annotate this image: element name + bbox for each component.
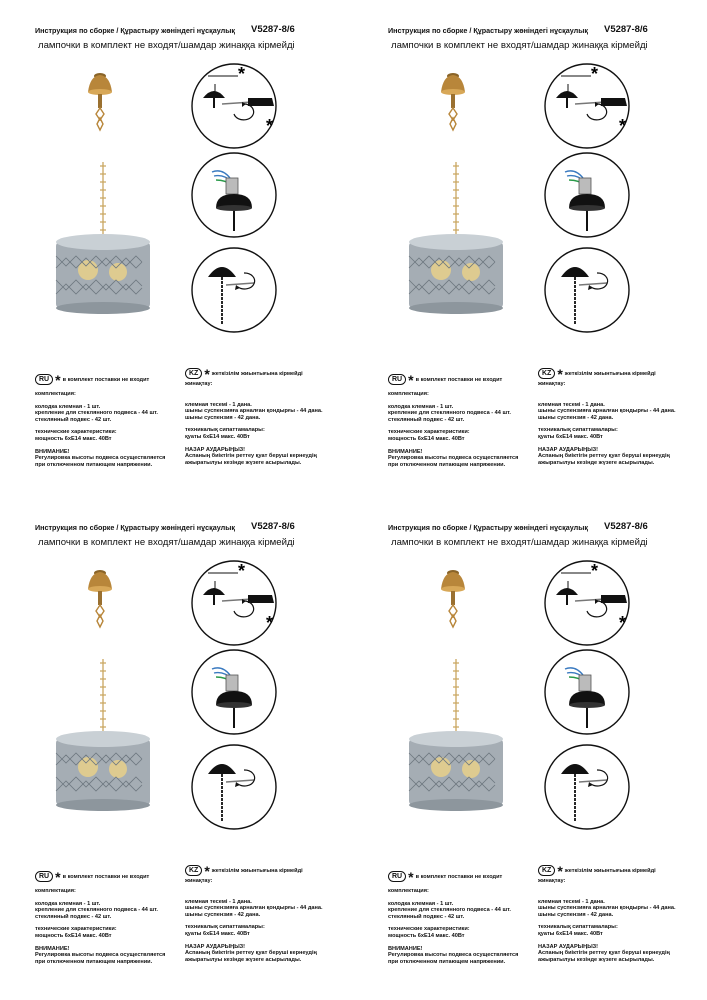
asterisk-icon: * [408, 868, 414, 885]
chandelier-image [401, 657, 511, 812]
kz-section [538, 365, 703, 466]
step-1-diagram [543, 559, 631, 647]
ru-contents-item: стеклянный подвес - 42 шт. [388, 913, 465, 920]
kz-tech-title: техникалық сипаттамалары: [538, 427, 618, 434]
bulbs-note: лампочки в комплект не входят/шамдар жинаққа кірмейді [391, 40, 648, 51]
kz-warning-line: Аспаның биіктігін реттеу қуат беруші кернеудің [185, 453, 317, 460]
kz-tech-title: техникалық сипаттамалары: [185, 427, 265, 434]
kz-warning-line: Аспаның биіктігін реттеу қуат беруші кернеудің [538, 950, 670, 957]
step-3-diagram [190, 742, 278, 832]
svg-text:*: * [619, 116, 627, 136]
ru-contents-item: стеклянный подвес - 42 шт. [35, 416, 112, 423]
ru-contents-item: крепление для стеклянного подвеса - 44 шт. [35, 907, 158, 914]
kz-tech-title: техникалық сипаттамалары: [185, 924, 265, 931]
kz-contents-item: шыны суспензия - 42 дана. [185, 414, 261, 421]
chandelier-image [48, 657, 158, 812]
chandelier-image [401, 160, 511, 315]
kz-contents-item: шыны суспензияға арналған қондырғы - 44 дана. [185, 408, 323, 415]
kz-contents-item: клемная тесемі - 1 дана. [185, 898, 252, 905]
ru-warning-line: Регулировка высоты подвеса осуществляется [388, 952, 519, 959]
step-1-diagram [190, 62, 278, 150]
kz-language-badge: KZ [185, 865, 202, 876]
instruction-sheet [353, 0, 706, 500]
kz-warning-line: ажыратылуы кезінде жүзеге асырылады. [185, 956, 302, 963]
ru-contents-title: комплектация: [388, 391, 429, 397]
ru-warning-line: Регулировка высоты подвеса осуществляется [35, 952, 166, 959]
step-1-diagram [190, 559, 278, 647]
ru-star-note: в комплект поставки не входит [62, 873, 150, 880]
kz-warning-title: НАЗАР АУДАРЫҢЫЗ! [538, 446, 599, 453]
model-number: V5287-8/6 [604, 24, 648, 35]
ru-tech-value: мощность 6хЕ14 макс. 40Вт [35, 435, 112, 442]
kz-contents-item: клемная тесемі - 1 дана. [185, 401, 252, 408]
ru-contents-item: крепление для стеклянного подвеса - 44 шт. [388, 907, 511, 914]
svg-text:*: * [266, 116, 274, 136]
svg-text:*: * [238, 64, 246, 84]
ceiling-canopy-image [435, 567, 471, 629]
ru-star-note: в комплект поставки не входит [415, 376, 503, 383]
ru-tech-value: мощность 6хЕ14 макс. 40Вт [388, 932, 465, 939]
ru-tech-title: технические характеристики: [388, 926, 470, 933]
instruction-title: Инструкция по сборке / Құрастыру жөніндегі нұсқаулық [35, 523, 235, 532]
ceiling-canopy-image [82, 70, 118, 132]
ru-language-badge: RU [35, 871, 53, 882]
ceiling-canopy-image [435, 70, 471, 132]
ru-contents-item: крепление для стеклянного подвеса - 44 шт. [388, 410, 511, 417]
ru-warning-title: ВНИМАНИЕ! [388, 945, 423, 952]
asterisk-icon: * [557, 365, 563, 382]
instruction-title: Инструкция по сборке / Құрастыру жөніндегі нұсқаулық [388, 26, 588, 35]
kz-star-note: жеткізілім жиынтығына кірмейді [211, 370, 303, 377]
ru-contents-item: колодка клемная - 1 шт. [35, 900, 101, 907]
svg-text:*: * [591, 64, 599, 84]
ru-contents-title: комплектация: [35, 888, 76, 894]
kz-contents-item: шыны суспензияға арналған қондырғы - 44 дана. [538, 408, 676, 415]
instruction-title: Инструкция по сборке / Құрастыру жөніндегі нұсқаулық [388, 523, 588, 532]
kz-language-badge: KZ [538, 368, 555, 379]
instruction-sheet [353, 497, 706, 997]
ru-warning-line: Регулировка высоты подвеса осуществляется [388, 455, 519, 462]
kz-warning-line: ажыратылуы кезінде жүзеге асырылады. [185, 459, 302, 466]
kz-language-badge: KZ [185, 368, 202, 379]
chandelier-image [48, 160, 158, 315]
kz-contents-item: шыны суспензия - 42 дана. [538, 414, 614, 421]
model-number: V5287-8/6 [604, 521, 648, 532]
step-2-diagram [190, 150, 278, 240]
kz-star-note: жеткізілім жиынтығына кірмейді [564, 867, 656, 874]
kz-tech-title: техникалық сипаттамалары: [538, 924, 618, 931]
ru-tech-title: технические характеристики: [35, 429, 117, 436]
kz-contents-item: клемная тесемі - 1 дана. [538, 898, 605, 905]
step-3-diagram [190, 245, 278, 335]
ru-language-badge: RU [388, 374, 406, 385]
instruction-sheet [0, 0, 353, 500]
kz-warning-line: ажыратылуы кезінде жүзеге асырылады. [538, 956, 655, 963]
asterisk-icon: * [55, 868, 61, 885]
instruction-title: Инструкция по сборке / Құрастыру жөніндегі нұсқаулық [35, 26, 235, 35]
kz-tech-value: қуаты 6хЕ14 макс. 40Вт [185, 433, 250, 440]
ru-contents-item: колодка клемная - 1 шт. [388, 900, 454, 907]
ru-language-badge: RU [388, 871, 406, 882]
kz-warning-line: Аспаның биіктігін реттеу қуат беруші кернеудің [185, 950, 317, 957]
asterisk-icon: * [55, 371, 61, 388]
ru-language-badge: RU [35, 374, 53, 385]
ru-contents-item: крепление для стеклянного подвеса - 44 шт. [35, 410, 158, 417]
instruction-sheet [0, 497, 353, 997]
ru-warning-line: Регулировка высоты подвеса осуществляется [35, 455, 166, 462]
ru-contents-title: комплектация: [388, 888, 429, 894]
asterisk-icon: * [408, 371, 414, 388]
ru-star-note: в комплект поставки не входит [415, 873, 503, 880]
kz-contents-title: жинақтау: [185, 381, 213, 387]
step-2-diagram [543, 647, 631, 737]
svg-text:*: * [238, 561, 246, 581]
svg-text:*: * [591, 561, 599, 581]
kz-contents-item: шыны суспензияға арналған қондырғы - 44 дана. [538, 905, 676, 912]
model-number: V5287-8/6 [251, 521, 295, 532]
asterisk-icon: * [204, 365, 210, 382]
step-3-diagram [543, 245, 631, 335]
ru-tech-title: технические характеристики: [388, 429, 470, 436]
kz-contents-item: клемная тесемі - 1 дана. [538, 401, 605, 408]
ru-contents-item: стеклянный подвес - 42 шт. [35, 913, 112, 920]
step-1-diagram [543, 62, 631, 150]
ceiling-canopy-image [82, 567, 118, 629]
kz-warning-title: НАЗАР АУДАРЫҢЫЗ! [538, 943, 599, 950]
ru-contents-item: колодка клемная - 1 шт. [35, 403, 101, 410]
kz-star-note: жеткізілім жиынтығына кірмейді [211, 867, 303, 874]
kz-warning-title: НАЗАР АУДАРЫҢЫЗ! [185, 943, 246, 950]
kz-contents-title: жинақтау: [185, 878, 213, 884]
ru-tech-value: мощность 6хЕ14 макс. 40Вт [388, 435, 465, 442]
kz-contents-title: жинақтау: [538, 878, 566, 884]
kz-language-badge: KZ [538, 865, 555, 876]
kz-section [538, 862, 703, 963]
ru-warning-line: при отключенном питающем напряжении. [35, 958, 153, 965]
kz-section [185, 365, 350, 466]
ru-warning-line: при отключенном питающем напряжении. [388, 461, 506, 468]
ru-contents-item: стеклянный подвес - 42 шт. [388, 416, 465, 423]
kz-contents-title: жинақтау: [538, 381, 566, 387]
ru-tech-value: мощность 6хЕ14 макс. 40Вт [35, 932, 112, 939]
kz-warning-line: Аспаның биіктігін реттеу қуат беруші кернеудің [538, 453, 670, 460]
ru-contents-title: комплектация: [35, 391, 76, 397]
bulbs-note: лампочки в комплект не входят/шамдар жинаққа кірмейді [38, 537, 295, 548]
ru-star-note: в комплект поставки не входит [62, 376, 150, 383]
bulbs-note: лампочки в комплект не входят/шамдар жинаққа кірмейді [38, 40, 295, 51]
step-3-diagram [543, 742, 631, 832]
kz-tech-value: қуаты 6хЕ14 макс. 40Вт [538, 930, 603, 937]
asterisk-icon: * [204, 862, 210, 879]
svg-text:*: * [619, 613, 627, 633]
ru-warning-title: ВНИМАНИЕ! [35, 448, 70, 455]
step-2-diagram [543, 150, 631, 240]
asterisk-icon: * [557, 862, 563, 879]
kz-star-note: жеткізілім жиынтығына кірмейді [564, 370, 656, 377]
kz-section [185, 862, 350, 963]
bulbs-note: лампочки в комплект не входят/шамдар жинаққа кірмейді [391, 537, 648, 548]
svg-text:*: * [266, 613, 274, 633]
step-2-diagram [190, 647, 278, 737]
kz-tech-value: қуаты 6хЕ14 макс. 40Вт [185, 930, 250, 937]
kz-contents-item: шыны суспензия - 42 дана. [538, 911, 614, 918]
kz-tech-value: қуаты 6хЕ14 макс. 40Вт [538, 433, 603, 440]
kz-contents-item: шыны суспензия - 42 дана. [185, 911, 261, 918]
ru-contents-item: колодка клемная - 1 шт. [388, 403, 454, 410]
kz-warning-title: НАЗАР АУДАРЫҢЫЗ! [185, 446, 246, 453]
ru-warning-line: при отключенном питающем напряжении. [388, 958, 506, 965]
ru-tech-title: технические характеристики: [35, 926, 117, 933]
kz-warning-line: ажыратылуы кезінде жүзеге асырылады. [538, 459, 655, 466]
model-number: V5287-8/6 [251, 24, 295, 35]
ru-warning-title: ВНИМАНИЕ! [35, 945, 70, 952]
ru-warning-title: ВНИМАНИЕ! [388, 448, 423, 455]
ru-warning-line: при отключенном питающем напряжении. [35, 461, 153, 468]
kz-contents-item: шыны суспензияға арналған қондырғы - 44 дана. [185, 905, 323, 912]
